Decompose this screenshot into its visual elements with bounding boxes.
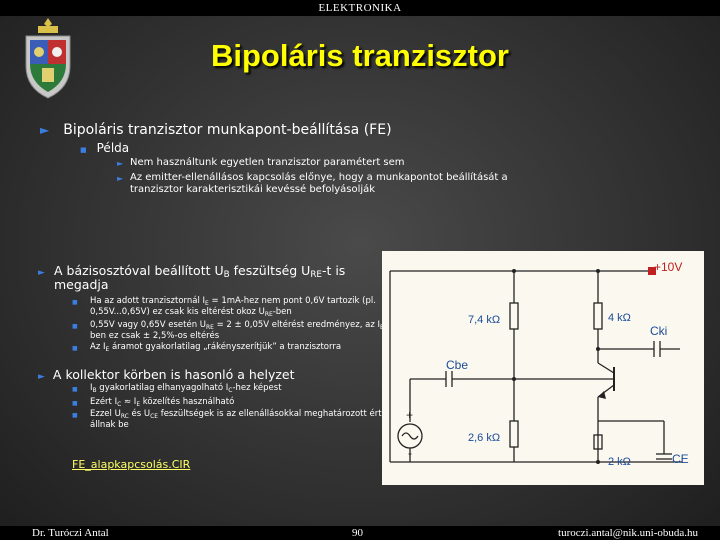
bullet-text: Ezért $I_C \approx I_E$ közelítés használható bbox=[90, 397, 235, 408]
sub-bullet-deviation bbox=[72, 320, 402, 341]
ce-label: CE bbox=[672, 452, 689, 466]
bullet-triangle-icon: ► bbox=[117, 174, 124, 183]
bullet-text: Az emitter-ellenállásos kapcsolás előnye, hogy a munkapontot beállítását a tranzisztor karakterisztikái kevéssé befolyásolják bbox=[130, 172, 508, 195]
bullet-level2-example bbox=[80, 141, 129, 155]
bullet-text: Bipoláris tranzisztor munkapont-beállítása (FE) bbox=[63, 122, 392, 138]
bullet-square-icon: ■ bbox=[72, 386, 78, 393]
bullet-text: A kollektor körben is hasonló a helyzet bbox=[52, 367, 295, 382]
sub-bullet-ib-negligible bbox=[72, 383, 402, 394]
bullet-text: Ha az adott tranzisztornál $I_E = 1mA-hez$ nem pont 0,6V tartozik (pl. 0,55V...0,65V) ez csak kis eltérést okoz $U_{RE}$-ben bbox=[90, 296, 376, 318]
slide-title: Bipoláris tranzisztor bbox=[211, 38, 509, 73]
bullet-text: Példa bbox=[96, 141, 130, 155]
r1-label: 7,4 kΩ bbox=[468, 314, 501, 326]
bullet-triangle-icon: ► bbox=[38, 268, 45, 278]
bullet-triangle-icon: ► bbox=[117, 159, 124, 168]
sub-bullet-approximation bbox=[72, 397, 402, 408]
sub-bullet-voltages-set bbox=[72, 409, 402, 430]
bullet-collector-circuit bbox=[38, 367, 295, 382]
cki-label: Cki bbox=[650, 324, 668, 338]
cbe-label: Cbe bbox=[446, 358, 469, 372]
bullet-text: A bázisosztóval beállított $U_B$ feszültség $U_{RE}-t$ is megadja bbox=[54, 263, 346, 292]
bullet-square-icon: ■ bbox=[72, 400, 78, 407]
bullet-square-icon: ■ bbox=[72, 412, 78, 419]
re-label: 2 kΩ bbox=[608, 456, 631, 468]
bullet-square-icon: ■ bbox=[72, 345, 78, 352]
simulation-file-link[interactable]: FE_alapkapcsolás.CIR bbox=[72, 458, 191, 471]
r1-resistor bbox=[510, 303, 518, 329]
bullet-level3-no-params bbox=[117, 157, 537, 169]
bullet-triangle-icon: ► bbox=[40, 123, 50, 137]
bullet-text: $I_B$ gyakorlatilag elhanyagolható $I_C$-hez képest bbox=[90, 383, 282, 394]
r2-resistor bbox=[510, 421, 518, 447]
footer-email: turoczi.antal@nik.uni-obuda.hu bbox=[558, 527, 698, 539]
bullet-square-icon: ■ bbox=[72, 299, 78, 306]
bullet-text: 0,55V vagy 0,65V esetén $U_{RE} = 2 \pm 0,05V$ eltérést eredményez, az $I_E$-ben ez csak ± 2,5%-os eltérés bbox=[90, 320, 387, 341]
bullet-level1-setting bbox=[40, 122, 392, 138]
sub-bullet-force-current bbox=[72, 342, 402, 353]
bullet-triangle-icon: ► bbox=[38, 372, 45, 382]
vcc-label: +10V bbox=[654, 260, 683, 274]
bullet-square-icon: ■ bbox=[80, 146, 87, 154]
plus-label: + bbox=[406, 408, 414, 422]
top-label: ELEKTRONIKA bbox=[0, 0, 720, 16]
sub-bullet-ie-voltage bbox=[72, 296, 402, 317]
r2-label: 2,6 kΩ bbox=[468, 432, 501, 444]
footer-page-number: 90 bbox=[352, 527, 363, 539]
rc-resistor bbox=[594, 303, 602, 329]
bullet-text: Az $I_E$ áramot gyakorlatilag „rákényszerítjük” a tranzisztorra bbox=[90, 342, 342, 353]
rc-label: 4 kΩ bbox=[608, 312, 631, 324]
footer-author: Dr. Turóczi Antal bbox=[32, 527, 109, 539]
bullet-text: Ezzel $U_{RC}$ és $U_{CE}$ feszültségek is az ellenállásokkal meghatározott értékre állnak be bbox=[90, 409, 401, 430]
circuit-diagram bbox=[382, 251, 704, 485]
bullet-square-icon: ■ bbox=[72, 323, 78, 330]
bullet-base-divider bbox=[38, 264, 358, 292]
bullet-text: Nem használtunk egyetlen tranzisztor paramétert sem bbox=[130, 157, 405, 168]
footer-bar bbox=[0, 526, 720, 540]
minus-label: - bbox=[408, 446, 412, 460]
bullet-level3-advantage bbox=[117, 172, 557, 196]
